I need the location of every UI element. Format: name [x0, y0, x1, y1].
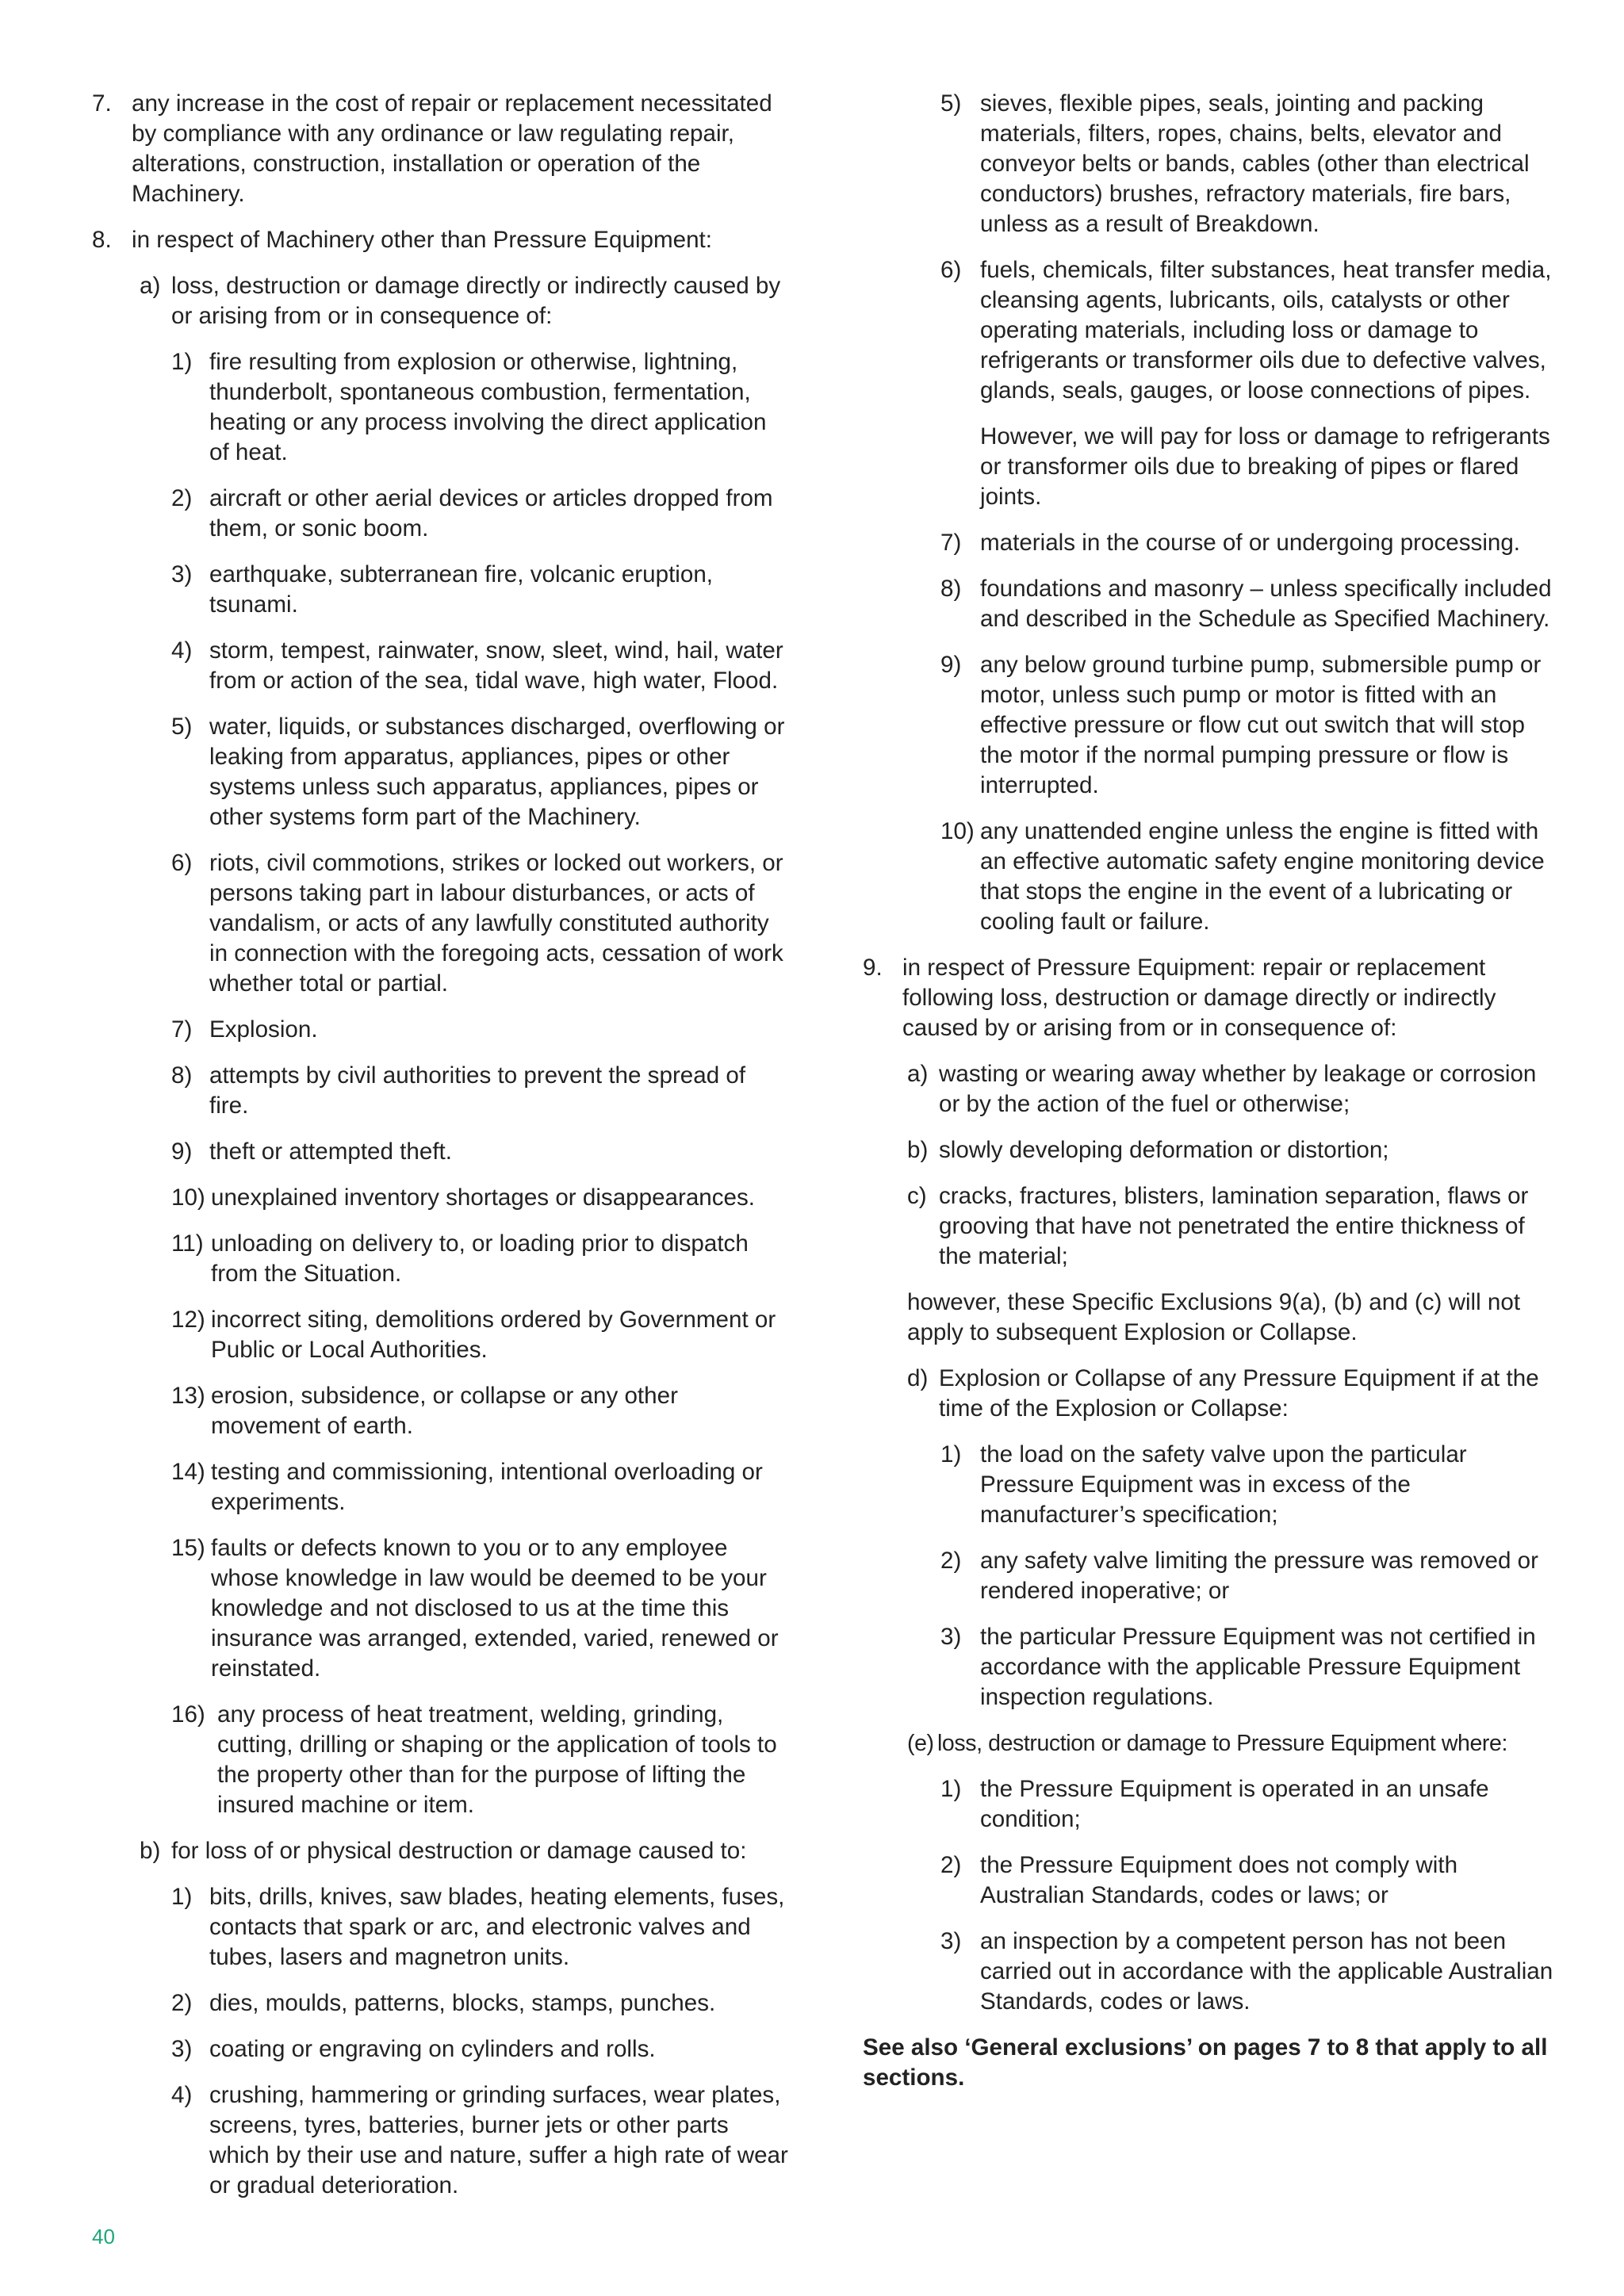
exclusion-8b: [92, 1836, 790, 1866]
list-item: 15) faults or defects known to you or to any employee whose knowledge in law would be deemed to be your knowledge and not disclosed to us at the time this insurance was arranged, extended, varied, renewed or reinstated.: [171, 1535, 779, 1682]
list-text: in respect of Pressure Equipment: repair or replacement following loss, destruction or damage directly or indirectly caused by or arising from or in consequence of:: [902, 955, 1496, 1041]
list-item: 6) fuels, chemicals, filter substances, heat transfer media, cleansing agents, lubricants, oils, catalysts or other operating materials, including loss or damage to refrigerants or transformer oils due to defective valves, glands, seals, gauges, or loose connections of pipes.: [940, 257, 1552, 404]
list-item: 1) bits, drills, knives, saw blades, heating elements, fuses, contacts that spark or arc, and electronic valves and tubes, lasers and magnetron units.: [171, 1884, 785, 1970]
list-item: c) cracks, fractures, blisters, lamination separation, flaws or grooving that have not penetrated the entire thickness of the material;: [907, 1183, 1529, 1269]
list-item: 3) earthquake, subterranean fire, volcanic eruption, tsunami.: [171, 561, 714, 618]
list-item: 1) the load on the safety valve upon the particular Pressure Equipment was in excess of the manufacturer’s specification;: [940, 1441, 1467, 1528]
list-item: 3) coating or engraving on cylinders and rolls.: [171, 2036, 656, 2062]
see-also-note: See also ‘General exclusions’ on pages 7 to 8 that apply to all sections.: [863, 2034, 1548, 2091]
list-item: 2) dies, moulds, patterns, blocks, stamps, punches.: [171, 1990, 716, 2016]
list-text: loss, destruction or damage directly or indirectly caused by or arising from or in consequence of:: [171, 273, 781, 329]
list-item: b) slowly developing deformation or distortion;: [907, 1137, 1389, 1163]
list-text: any increase in the cost of repair or replacement necessitated by compliance with any ordinance or law regulating repair, alterations, construction, installation or operation of the Machinery.: [132, 90, 772, 207]
exclusion-8a: [92, 271, 790, 331]
however-note: However, we will pay for loss or damage to refrigerants or transformer oils due to breaking of pipes or flared joints.: [980, 423, 1550, 510]
list-letter: b): [140, 1838, 161, 1864]
list-item: 4) crushing, hammering or grinding surfaces, wear plates, screens, tyres, batteries, burner jets or other parts which by their use and nature, suffer a high rate of wear or gradual deterioration.: [171, 2082, 788, 2198]
list-number: 9.: [863, 955, 883, 981]
list-item: 2) the Pressure Equipment does not comply with Australian Standards, codes or laws; or: [940, 1852, 1458, 1908]
left-column: [92, 89, 790, 2217]
list-item: 8) attempts by civil authorities to prevent the spread of fire.: [171, 1062, 746, 1119]
exclusion-9d: d) Explosion or Collapse of any Pressure Equipment if at the time of the Explosion or Collapse:: [907, 1365, 1539, 1422]
list-item: 7) Explosion.: [171, 1016, 318, 1043]
list-item: 14) testing and commissioning, intentional overloading or experiments.: [171, 1459, 763, 1515]
list-item: 1) the Pressure Equipment is operated in an unsafe condition;: [940, 1776, 1489, 1832]
list-item: 3) an inspection by a competent person has not been carried out in accordance with the applicable Australian Standards, codes or laws.: [940, 1928, 1553, 2015]
list-item: 8) foundations and masonry – unless specifically included and described in the Schedule as Specified Machinery.: [940, 576, 1552, 632]
list-item: 13) erosion, subsidence, or collapse or any other movement of earth.: [171, 1383, 678, 1439]
exclusion-9e: (e) loss, destruction or damage to Pressure Equipment where:: [907, 1731, 1507, 1756]
list-item: 10) unexplained inventory shortages or disappearances.: [171, 1184, 756, 1211]
list-item: 12) incorrect siting, demolitions ordered by Government or Public or Local Authorities.: [171, 1307, 776, 1363]
list-letter: a): [140, 273, 161, 299]
list-number: 7.: [92, 90, 112, 117]
however-note: however, these Specific Exclusions 9(a), (b) and (c) will not apply to subsequent Explosion or Collapse.: [907, 1289, 1521, 1345]
list-item: a) wasting or wearing away whether by leakage or corrosion or by the action of the fuel or otherwise;: [907, 1061, 1537, 1117]
list-item: 5) sieves, flexible pipes, seals, jointing and packing materials, filters, ropes, chains, belts, elevator and conveyor belts or bands, cables (other than electrical conductors) brushes, refractory materials, fire bars, unless as a result of Breakdown.: [940, 90, 1530, 237]
page-number: 40: [92, 2225, 115, 2248]
right-column: [863, 89, 1561, 2093]
list-item: 5) water, liquids, or substances discharged, overflowing or leaking from apparatus, appliances, pipes or other systems unless such apparatus, appliances, pipes or other systems form part of the Machinery.: [171, 714, 785, 830]
list-item: 3) the particular Pressure Equipment was not certified in accordance with the applicable Pressure Equipment inspection regulations.: [940, 1624, 1536, 1710]
list-item: 2) aircraft or other aerial devices or articles dropped from them, or sonic boom.: [171, 485, 773, 541]
exclusion-8: [92, 225, 790, 255]
list-item: 7) materials in the course of or undergoing processing.: [940, 530, 1521, 556]
list-item: 9) any below ground turbine pump, submersible pump or motor, unless such pump or motor is fitted with an effective pressure or flow cut out switch that will stop the motor if the normal pumping pressure or flow is interrupted.: [940, 652, 1542, 798]
list-item: 11) unloading on delivery to, or loading prior to dispatch from the Situation.: [171, 1230, 749, 1287]
list-item: 1) fire resulting from explosion or otherwise, lightning, thunderbolt, spontaneous combustion, fermentation, heating or any process involving the direct application of heat.: [171, 349, 767, 465]
list-item: 10) any unattended engine unless the engine is fitted with an effective automatic safety engine monitoring device that stops the engine in the event of a lubricating or cooling fault or failure.: [940, 818, 1545, 935]
list-text: for loss of or physical destruction or damage caused to:: [171, 1838, 747, 1864]
list-text: in respect of Machinery other than Pressure Equipment:: [132, 227, 712, 253]
list-item: 6) riots, civil commotions, strikes or locked out workers, or persons taking part in labour disturbances, or acts of vandalism, or acts of any lawfully constituted authority in connection with the foregoing acts, cessation of work whether total or partial.: [171, 850, 783, 997]
exclusion-7: [92, 89, 790, 209]
exclusion-9: [863, 953, 1561, 1043]
list-item: 4) storm, tempest, rainwater, snow, sleet, wind, hail, water from or action of the sea, tidal wave, high water, Flood.: [171, 637, 783, 694]
list-item: 16) any process of heat treatment, welding, grinding, cutting, drilling or shaping or the application of tools to the property other than for the purpose of lifting the insured machine or item.: [171, 1701, 777, 1818]
list-item: 2) any safety valve limiting the pressure was removed or rendered inoperative; or: [940, 1548, 1538, 1604]
list-number: 8.: [92, 227, 112, 253]
list-item: 9) theft or attempted theft.: [171, 1138, 452, 1165]
